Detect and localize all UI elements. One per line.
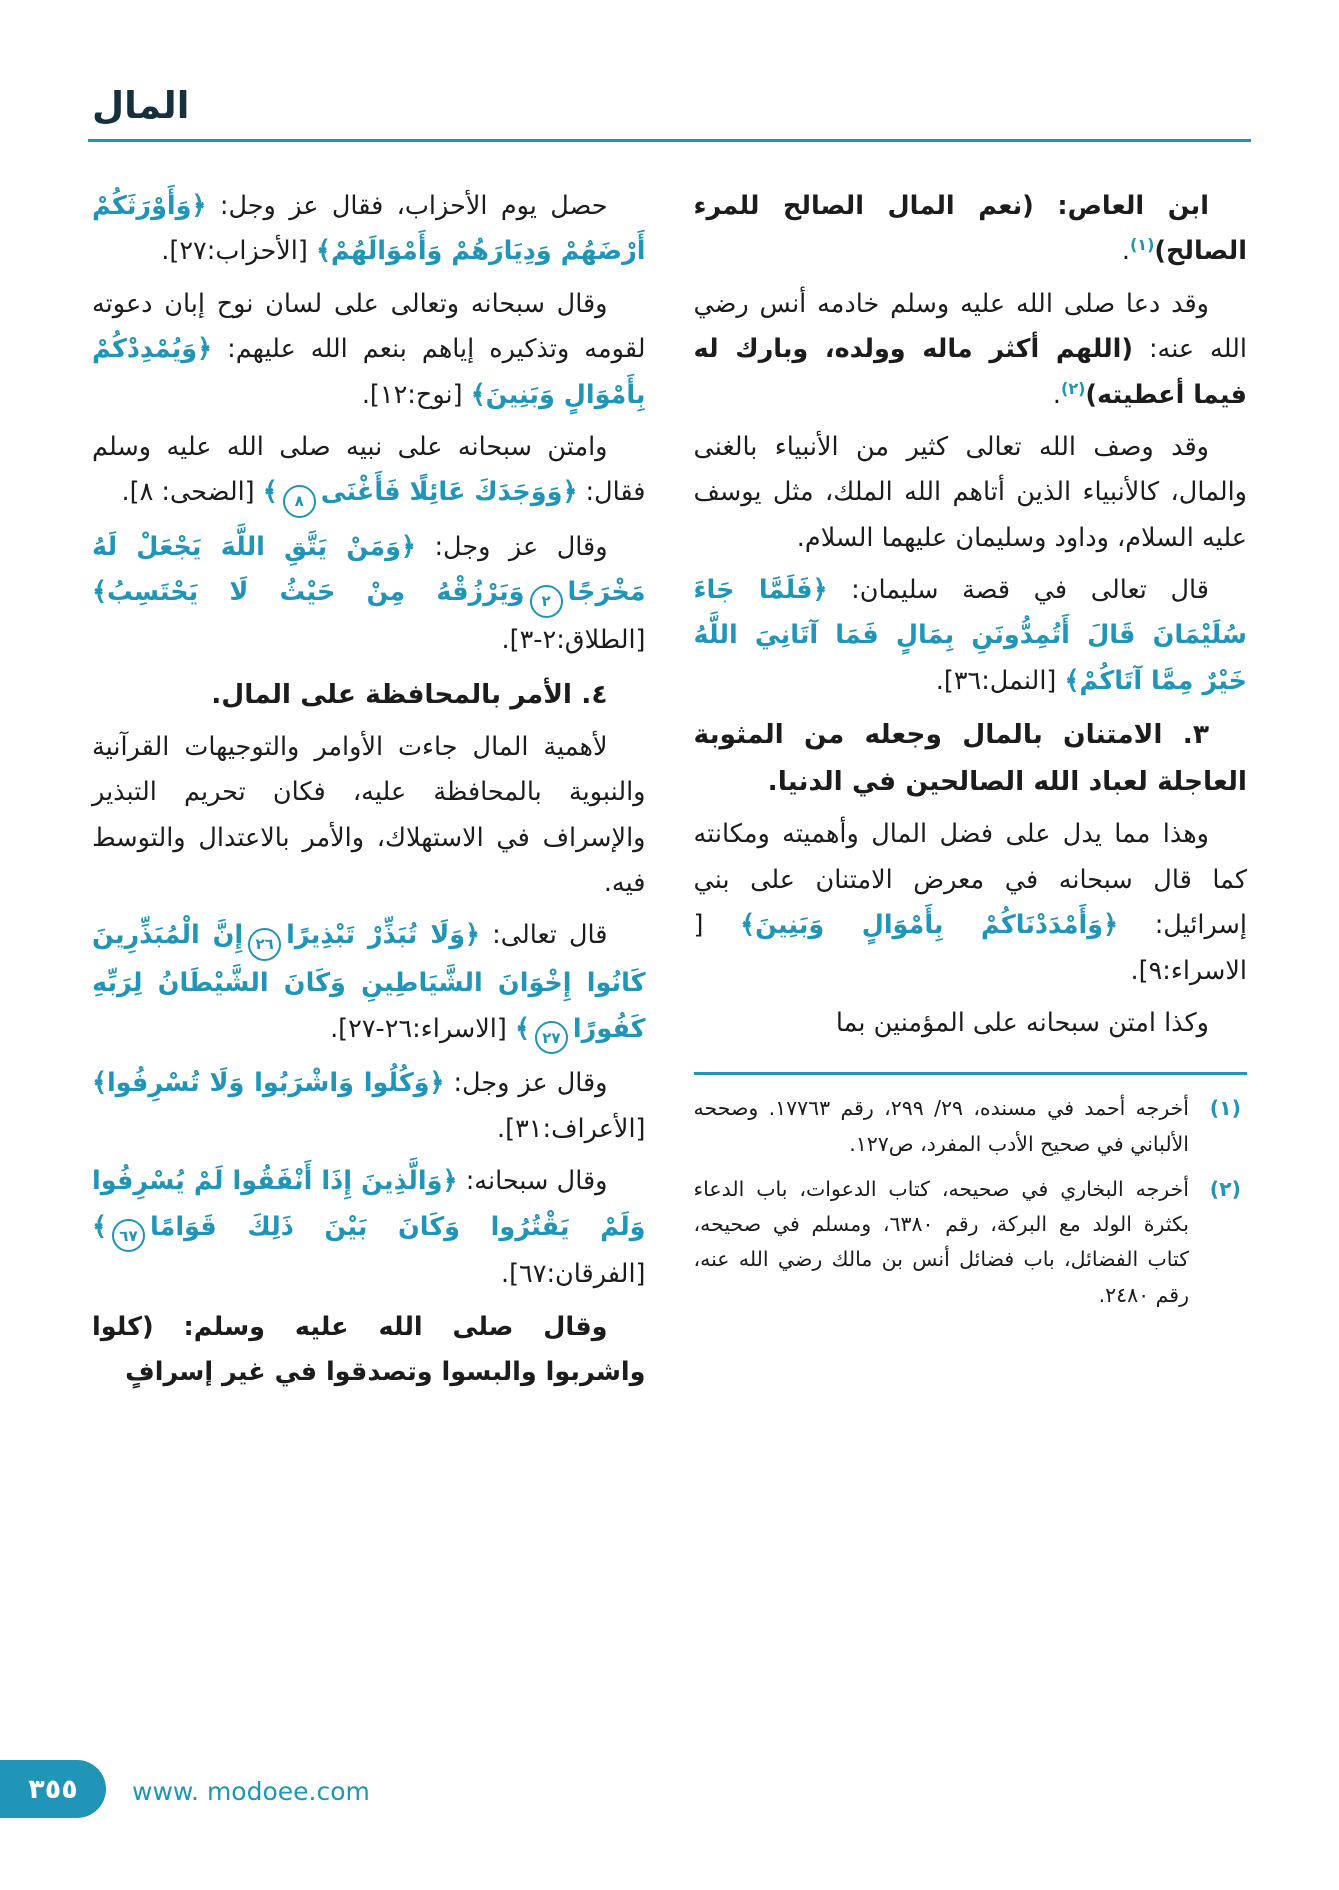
text-segment: . [1052,379,1062,410]
page-header-title: المال [92,84,190,127]
ayah-number: ٢ [530,585,563,618]
footnote-item [694,1172,1248,1313]
paragraph [694,184,1248,275]
paragraph [694,282,1248,418]
quran-verse-segment: ﴿وَمَنْ يَتَّقِ اللَّهَ يَجْعَلْ لَهُ مَخْرَجًا [92,532,646,608]
text-segment: وقال سبحانه وتعالى على لسان نوح إبان دعوته لقومه وتذكيره إياهم بنعم الله عليهم: [92,288,646,365]
verse-reference: [الفرقان:٦٧]. [500,1259,646,1290]
hadith-text: ٤. الأمر بالمحافظة على المال. [211,678,608,710]
text-segment: وقال سبحانه: [457,1166,608,1197]
column-right [694,184,1248,1323]
footnote-list [694,1091,1248,1313]
verse-reference: [الضحى: ٨]. [121,477,263,508]
text-segment: وقد وصف الله تعالى كثير من الأنبياء بالغنى والمال، كالأنبياء الذين أتاهم الله الملك، مثل يوسف عليه السلام، وداود وسليمان عليهما السلام. [693,431,1247,553]
verse-reference: [ الاسراء:٩]. [693,910,1247,986]
paragraph [694,1001,1248,1046]
footnote-text: أخرجه البخاري في صحيحه، كتاب الدعوات، باب الدعاء بكثرة الولد مع البركة، رقم ٦٣٨٠، ومسلم في صحيحه، كتاب الفضائل، باب فضائل أنس بن مالك رضي الله عنه، رقم ٢٤٨٠. [693,1176,1189,1307]
footnote-marker: (٢) [1061,378,1086,398]
paragraph [92,282,646,418]
text-segment: حصل يوم الأحزاب، فقال عز وجل: [206,191,608,221]
text-segment: قال تعالى: [480,920,608,951]
quran-verse-segment: ﴾ [514,1013,530,1044]
text-segment: وقال عز وجل: [444,1068,608,1099]
text-segment: وقد دعا صلى الله عليه وسلم خادمه أنس رضي الله عنه: [693,288,1247,365]
paragraph [694,568,1248,704]
footnote-marker: (١) [1129,235,1155,255]
text-segment: قال تعالى في قصة سليمان: [827,575,1209,605]
page-header [88,84,1251,142]
quran-verse-segment: وَيَرْزُقْهُ مِنْ حَيْثُ لَا يَحْتَسِبُ﴾ [92,577,525,608]
header-rule [88,139,1251,142]
content-columns [92,184,1247,1403]
quran-verse-segment: ﴿وَوَجَدَكَ عَائِلًا فَأَغْنَى [320,477,578,508]
paragraph [694,812,1248,994]
section-heading [694,711,1248,805]
left-column-paragraphs [92,184,646,1396]
quran-verse-segment: ﴿وَأَمْدَدْنَاكُمْ بِأَمْوَالٍ وَبَنِينَ﴾ [740,910,1119,941]
verse-reference: [النمل:٣٦]. [935,665,1065,696]
paragraph [694,425,1248,561]
quran-verse-segment: ﴿وَأَوْرَثَكُمْ أَرْضَهُمْ وَدِيَارَهُمْ وَأَمْوَالَهُمْ﴾ [92,191,646,267]
ayah-number: ٨ [283,485,316,518]
text-segment: لأهمية المال جاءت الأوامر والتوجيهات القرآنية والنبوية بالمحافظة عليه، فكان تحريم التبذير والإسراف في الاستهلاك، والأمر بالاعتدال والتوسط فيه. [92,731,646,898]
verse-reference: [الأعراف:٣١]. [497,1113,646,1144]
quran-verse-segment: ﴿وَالَّذِينَ إِذَا أَنْفَقُوا لَمْ يُسْرِفُوا وَلَمْ يَقْتُرُوا وَكَانَ بَيْنَ ذَلِكَ قَوَامًا [92,1166,646,1242]
footnote-number: (١) [1209,1096,1241,1121]
footnote-text: أخرجه أحمد في مسنده، ٢٩/ ٢٩٩، رقم ١٧٧٦٣. وصححه الألباني في صحيح الأدب المفرد، ص١٢٧. [693,1096,1189,1156]
paragraph [92,1159,646,1298]
website-url: www. modoee.com [132,1777,370,1806]
paragraph [92,725,646,907]
verse-reference: [الاسراء:٢٦-٢٧]. [330,1013,515,1044]
ayah-number: ٢٦ [248,928,281,961]
verse-reference: [الأحزاب:٢٧]. [161,236,316,267]
ayah-number: ٢٧ [535,1021,568,1054]
ayah-number: ٦٧ [112,1219,145,1252]
hadith-text: ابن العاص: (نعم المال الصالح للمرء الصالح) [693,191,1247,267]
text-segment: وهذا مما يدل على فضل المال وأهميته ومكانته كما قال سبحانه في معرض الامتنان على بني إسرائيل: [693,819,1248,941]
footnotes-block [694,1072,1248,1313]
footnote-number: (٢) [1209,1176,1241,1201]
quran-verse-segment: ﴿وَكُلُوا وَاشْرَبُوا وَلَا تُسْرِفُوا﴾ [92,1068,445,1099]
hadith-text: (اللهم أكثر ماله وولده، وبارك له فيما أعطيته) [693,334,1247,410]
page-number: ٣٥٥ [28,1773,78,1805]
quran-verse-segment: ﴾ [262,477,278,508]
paragraph [92,425,646,518]
text-segment: وكذا امتن سبحانه على المؤمنين بما [835,1007,1209,1038]
quran-verse-segment: ﴿فَلَمَّا جَاءَ سُلَيْمَانَ قَالَ أَتُمِدُّونَنِ بِمَالٍ فَمَا آتَانِيَ اللَّهُ خَيْرٌ مِمَّا آتَاكُمْ﴾ [693,575,1247,696]
text-segment: وامتن سبحانه على نبيه صلى الله عليه وسلم فقال: [92,431,646,508]
column-left [92,184,646,1403]
hadith-text: ٣. الامتنان بالمال وجعله من المثوبة العاجلة لعباد الله الصالحين في الدنيا. [693,719,1247,798]
quran-verse-segment: إِنَّ الْمُبَذِّرِينَ كَانُوا إِخْوَانَ الشَّيَاطِينِ وَكَانَ الشَّيْطَانُ لِرَبِّهِ كَفُورًا [92,920,646,1044]
paragraph [92,913,646,1054]
paragraph [92,1305,646,1396]
hadith-text: وقال صلى الله عليه وسلم: (كلوا واشربوا والبسوا وتصدقوا في غير إسرافٍ [92,1311,646,1388]
right-column-paragraphs [694,184,1248,1046]
section-heading [92,671,646,718]
footnote-separator-rule [694,1072,1248,1075]
quran-verse-segment: ﴾ [92,1211,107,1242]
text-segment: وقال عز وجل: [415,532,608,563]
page-number-badge [0,1760,106,1818]
text-segment: . [1121,236,1130,267]
paragraph [92,184,646,275]
paragraph [92,525,646,664]
quran-verse-segment: ﴿وَيُمْدِدْكُمْ بِأَمْوَالٍ وَبَنِينَ﴾ [92,334,646,410]
footnote-item [694,1091,1248,1162]
verse-reference: [الطلاق:٢-٣]. [501,625,646,656]
verse-reference: [نوح:١٢]. [361,379,471,410]
paragraph [92,1061,646,1152]
quran-verse-segment: ﴿وَلَا تُبَذِّرْ تَبْذِيرًا [286,920,480,951]
